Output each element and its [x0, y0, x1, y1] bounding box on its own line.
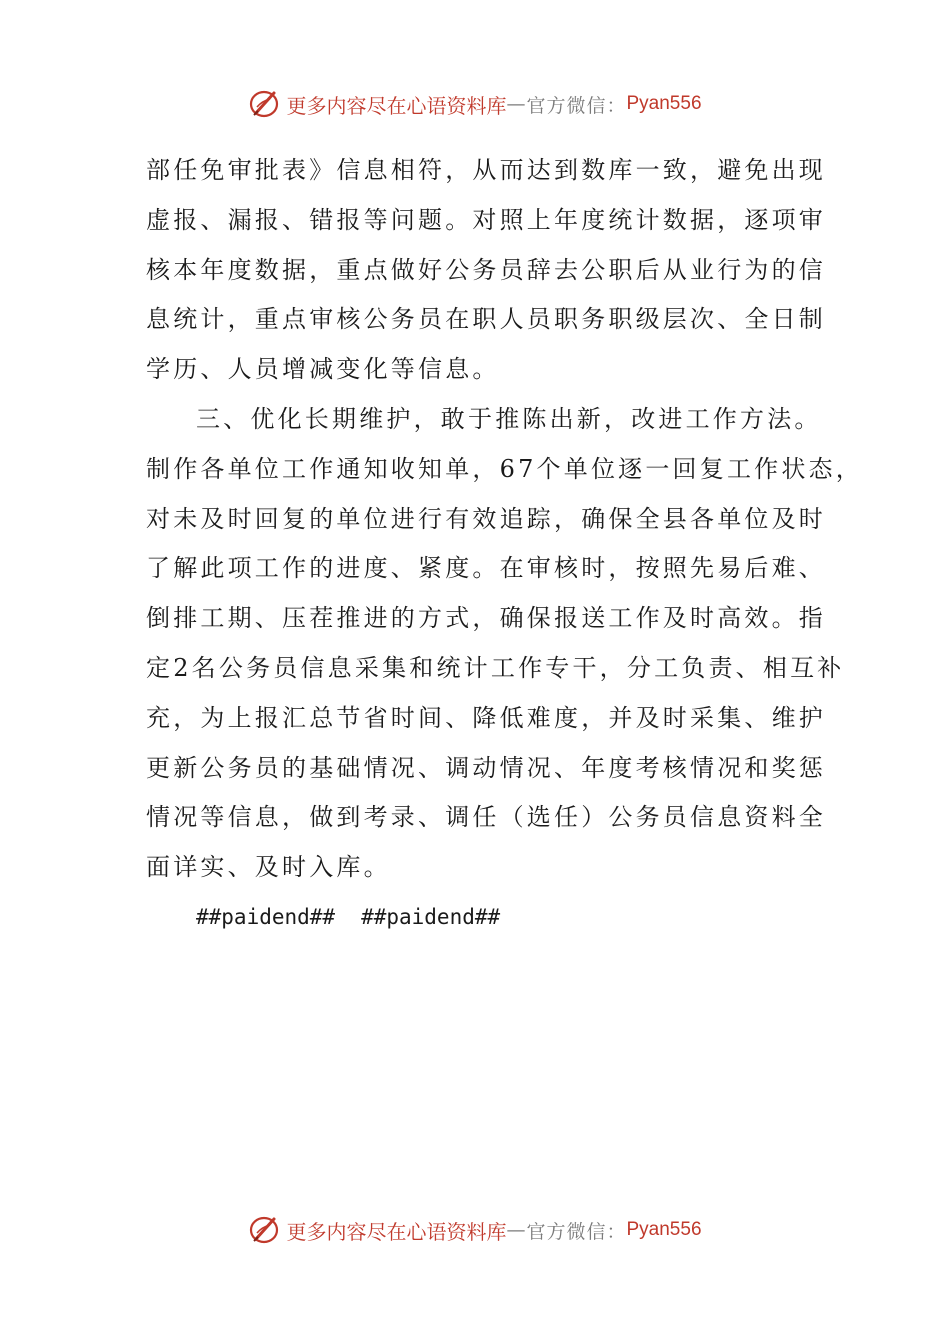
body-line: 充，为上报汇总节省时间、降低难度，并及时采集、维护 — [146, 703, 826, 732]
body-line: 定2名公务员信息采集和统计工作专干，分工负责、相互补 — [146, 653, 845, 682]
body-line: 部任免审批表》信息相符，从而达到数库一致，避免出现 — [146, 156, 826, 184]
pen-logo-icon — [248, 87, 282, 121]
paidend-marker-line — [146, 893, 816, 943]
banner-brand-text: 更多内容尽在心语资料库 — [286, 93, 507, 118]
body-line: 情况等信息，做到考录、调任（选任）公务员信息资料全 — [146, 803, 826, 832]
banner-wechat-id: Pyan556 — [626, 93, 702, 114]
body-line: 息统计，重点审核公务员在职人员职务职级层次、全日制 — [146, 305, 826, 334]
paidend-marker: ##paidend## — [196, 904, 336, 929]
body-line: 了解此项工作的进度、紧度。在审核时，按照先易后难、 — [146, 554, 826, 583]
footer-banner[interactable] — [0, 1210, 950, 1250]
body-line: 学历、人员增减变化等信息。 — [146, 355, 500, 384]
body-line: 虚报、漏报、错报等问题。对照上年度统计数据，逐项审 — [146, 205, 826, 234]
body-line: 对未及时回复的单位进行有效追踪，确保全县各单位及时 — [146, 504, 826, 533]
body-line: 核本年度数据，重点做好公务员辞去公职后从业行为的信 — [146, 255, 826, 284]
pen-logo-icon — [248, 1213, 282, 1247]
paidend-marker: ##paidend## — [361, 904, 501, 929]
body-line: 倒排工期、压茬推进的方式，确保报送工作及时高效。指 — [146, 604, 826, 633]
section-heading-line: 三、优化长期维护，敢于推陈出新，改进工作方法。 — [196, 404, 822, 433]
body-line: 制作各单位工作通知收知单，67个单位逐一回复工作状态， — [146, 454, 863, 483]
banner-separator: — — [506, 1219, 527, 1241]
banner-brand-text: 更多内容尽在心语资料库 — [286, 1219, 507, 1244]
body-line: 更新公务员的基础情况、调动情况、年度考核情况和奖惩 — [146, 753, 826, 782]
banner-wechat-id: Pyan556 — [626, 1219, 702, 1240]
header-banner[interactable] — [0, 84, 950, 124]
banner-separator: — — [506, 93, 527, 115]
banner-wechat-label: 官方微信： — [526, 1220, 627, 1243]
document-body — [146, 146, 863, 943]
body-line: 面详实、及时入库。 — [146, 853, 391, 882]
banner-wechat-label: 官方微信： — [526, 94, 627, 117]
